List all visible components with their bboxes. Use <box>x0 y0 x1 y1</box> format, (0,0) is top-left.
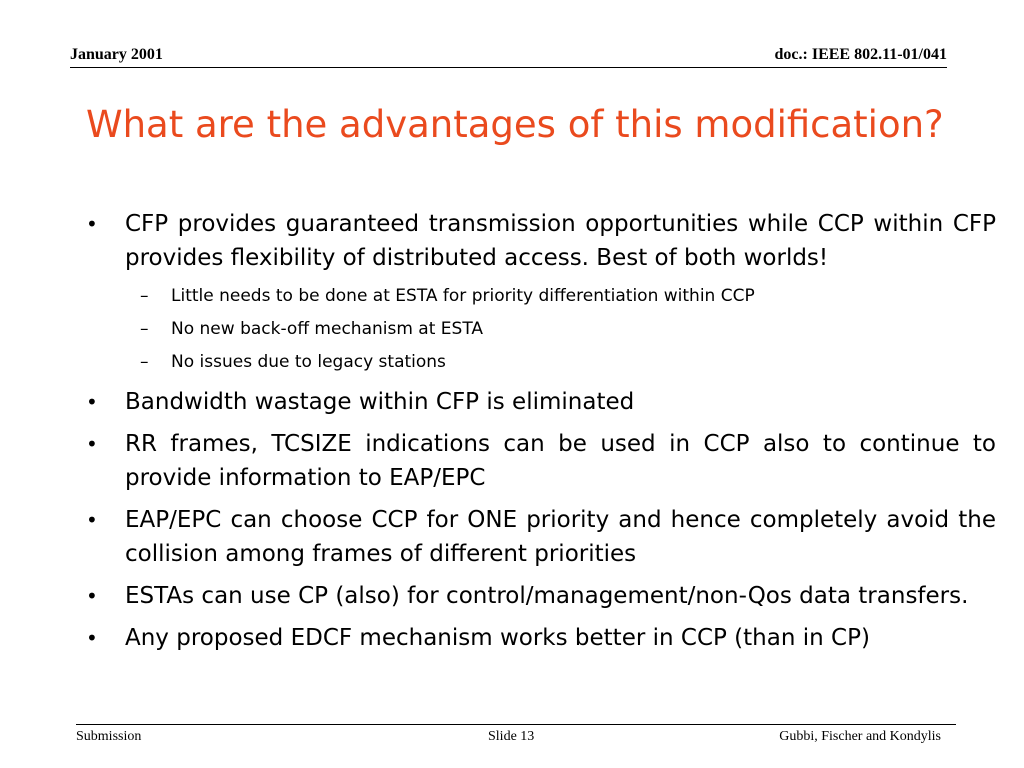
footer-slide-number: Slide 13 <box>488 729 535 744</box>
sub-bullet-list <box>86 283 996 375</box>
bullet-item <box>86 579 996 613</box>
bullet-text: ESTAs can use CP (also) for control/management/non-Qos data transfers. <box>125 583 969 609</box>
bullet-marker: • <box>86 390 98 414</box>
header-divider <box>70 67 947 68</box>
footer-authors: Gubbi, Fischer and Kondylis <box>779 729 941 744</box>
footer-divider <box>76 724 956 725</box>
header-doc-id: doc.: IEEE 802.11-01/041 <box>774 46 947 63</box>
sub-bullet-marker: – <box>140 286 149 306</box>
sub-bullet-item <box>86 316 996 342</box>
bullet-item <box>86 427 996 495</box>
sub-bullet-marker: – <box>140 352 149 372</box>
bullet-marker: • <box>86 584 98 608</box>
bullet-text: Bandwidth wastage within CFP is eliminated <box>125 389 635 415</box>
sub-bullet-item <box>86 349 996 375</box>
bullet-marker: • <box>86 432 98 456</box>
bullet-marker: • <box>86 212 98 236</box>
bullet-item <box>86 503 996 571</box>
bullet-marker: • <box>86 508 98 532</box>
bullet-text: Any proposed EDCF mechanism works better in CCP (than in CP) <box>125 625 870 651</box>
slide-footer <box>76 729 941 749</box>
sub-bullet-text: No new back-off mechanism at ESTA <box>171 319 484 339</box>
sub-bullet-item <box>86 283 996 309</box>
slide-header <box>70 46 947 68</box>
bullet-marker: • <box>86 626 98 650</box>
slide-body <box>86 207 996 663</box>
bullet-item <box>86 621 996 655</box>
sub-bullet-text: Little needs to be done at ESTA for priority differentiation within CCP <box>171 286 755 306</box>
sub-bullet-marker: – <box>140 319 149 339</box>
bullet-text: EAP/EPC can choose CCP for ONE priority and hence completely avoid the collision among frames of different priorities <box>125 507 996 567</box>
bullet-item <box>86 207 996 275</box>
header-date: January 2001 <box>70 46 163 63</box>
bullet-item <box>86 385 996 419</box>
sub-bullet-text: No issues due to legacy stations <box>171 352 446 372</box>
bullet-text: RR frames, TCSIZE indications can be used in CCP also to continue to provide information to EAP/EPC <box>125 431 996 491</box>
slide-title: What are the advantages of this modification? <box>86 103 944 146</box>
bullet-text: CFP provides guaranteed transmission opportunities while CCP within CFP provides flexibility of distributed access. Best of both worlds! <box>125 211 996 271</box>
footer-submission: Submission <box>76 729 142 744</box>
